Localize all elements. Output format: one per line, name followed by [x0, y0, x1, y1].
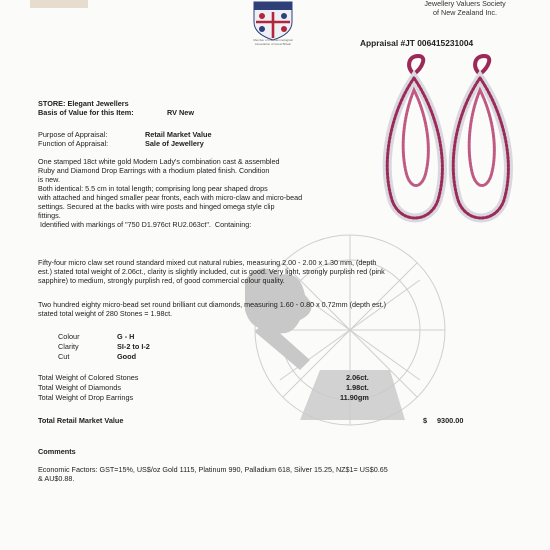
grade-label-cut: Cut [58, 352, 70, 361]
retail-currency: $ [423, 416, 428, 425]
corner-tab [30, 0, 88, 8]
grade-value-cut: Good [117, 352, 137, 361]
comments-heading: Comments [38, 447, 76, 456]
total-value-colored: 2.06ct. [346, 373, 369, 382]
diamonds-description: Two hundred eighty micro-bead set round brilliant cut diamonds, measuring 1.60 - 0.80 x 0.72mm (depth est.) stated total weight of 280 Stones = 1.98ct. [38, 300, 386, 318]
purpose-label: Purpose of Appraisal: [38, 130, 108, 139]
comments-text: Economic Factors: GST=15%, US$/oz Gold 1115, Platinum 990, Palladium 618, Silver 15.25, NZ$1= US$0.65 & AU$0.88. [38, 465, 388, 483]
total-value-diamonds: 1.98ct. [346, 383, 369, 392]
total-label-diamonds: Total Weight of Diamonds [38, 383, 122, 392]
function-value: Sale of Jewellery [145, 139, 204, 148]
grade-label-clarity: Clarity [58, 342, 79, 351]
total-label-colored: Total Weight of Colored Stones [38, 373, 139, 382]
earrings-image [378, 50, 528, 230]
purpose-value: Retail Market Value [145, 130, 212, 139]
retail-value-label: Total Retail Market Value [38, 416, 124, 425]
item-description: One stamped 18ct white gold Modern Lady's combination cast & assembled Ruby and Diamond Drop Earrings with a rhodium plated finish. Condition is new. Both identical: 5.5 cm in total length; comprising long pear shaped drops with attached and hinged smaller pear fronts, each with micro-claw and micro-bead settings. Secured at the backs with wire posts and hinged omega style clip fittings. Identified with markings of "750 D1.976ct RU2.063ct". Containing: [38, 157, 303, 229]
crest-logo [240, 0, 306, 56]
total-label-weight: Total Weight of Drop Earrings [38, 393, 134, 402]
basis-value: RV New [167, 108, 195, 117]
grade-value-colour: G - H [117, 332, 135, 341]
society-header: Jewellery Valuers Society of New Zealand Inc. [424, 0, 506, 17]
grade-label-colour: Colour [58, 332, 80, 341]
function-label: Function of Appraisal: [38, 139, 109, 148]
store-line: STORE: Elegant Jewellers [38, 99, 129, 108]
basis-label: Basis of Value for this Item: [38, 108, 134, 117]
appraisal-number: Appraisal #JT 006415231004 [360, 38, 474, 48]
grade-value-clarity: SI-2 to I-2 [117, 342, 150, 351]
rubies-description: Fifty-four micro claw set round standard mixed cut natural rubies, measuring 2.00 - 2.00 x 1.30 mm, (depth est.) stated total weight of 2.06ct., clarity is slightly included, cut is good. Very light, strongly purplish red (pink sapphire) to medium, strongly purplish red, of good commercial colour quality. [38, 258, 385, 285]
retail-amount: 9300.00 [437, 416, 464, 425]
total-value-weight: 11.90gm [340, 393, 369, 402]
crest-caption: Member of the Gemmological Association of Great Britain [253, 38, 293, 46]
